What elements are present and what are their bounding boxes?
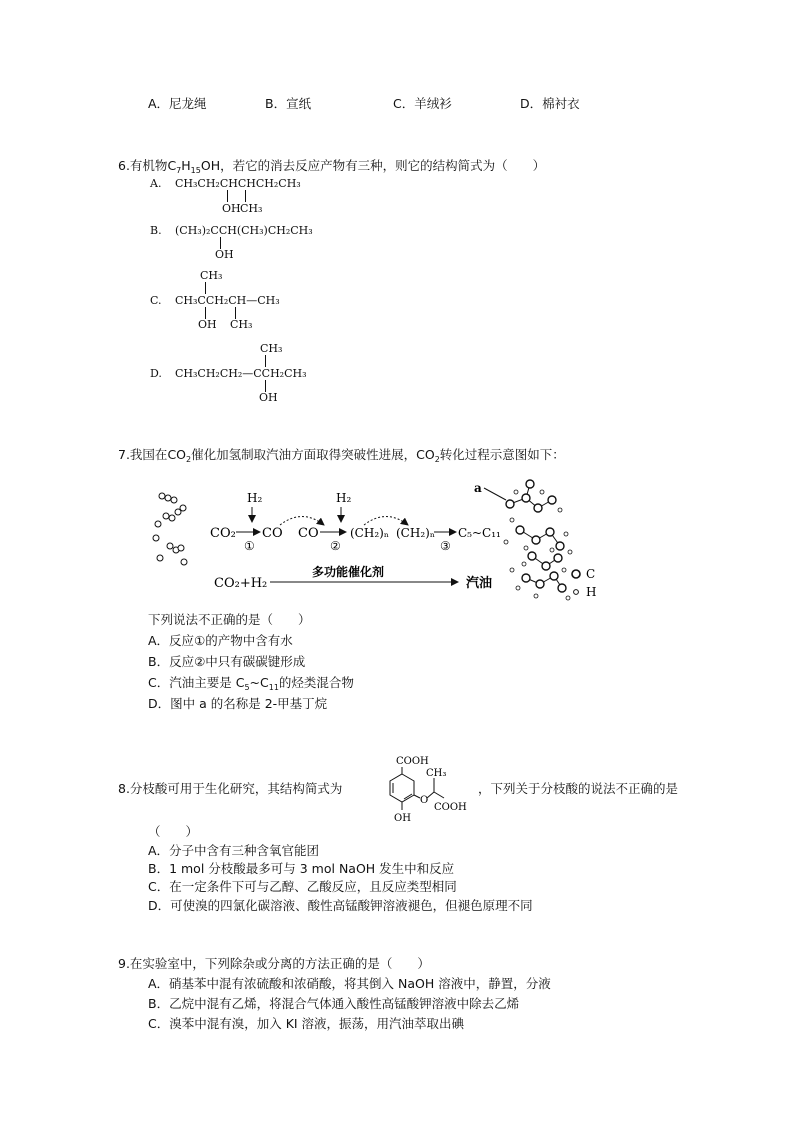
q6-option-a-sub-oh: OH [222, 202, 241, 215]
legend-hydrogen-icon [574, 590, 579, 595]
ch2n-label-2: (CH₂)ₙ [396, 526, 436, 540]
catalyst-label: 多功能催化剂 [312, 565, 385, 579]
q6-option-c-formula: CH₃CCH₂CH—CH₃ [175, 294, 280, 307]
legend-carbon-icon [572, 570, 580, 578]
q7-option-d: D．图中 a 的名称是 2-甲基丁烷 [148, 696, 328, 711]
co-label-1: CO [262, 526, 283, 541]
q6-option-b-formula: (CH₃)₂CCH(CH₃)CH₂CH₃ [175, 224, 313, 237]
q8-paren: （ ） [148, 824, 199, 839]
q9-option-b: B．乙烷中混有乙烯，将混合气体通入酸性高锰酸钾溶液中除去乙烯 [148, 996, 520, 1011]
bond-line [205, 282, 206, 294]
q6-stem: 6.有机物$C_7H_{15}OH$，若它的消去反应产物有三种，则它的结构简式为（ ） [118, 158, 546, 175]
q6-option-b-sub-oh: OH [215, 248, 234, 261]
q6-option-d-letter: D. [150, 367, 162, 380]
q9-option-c: C．溴苯中混有溴，加入 KI 溶液，振荡，用汽油萃取出碘 [148, 1016, 465, 1031]
structure-o: O [420, 795, 429, 806]
ring [390, 774, 414, 802]
step-2-label: ② [330, 539, 341, 553]
q7-stem: 7.我国在$CO_2$催化加氢制取汽油方面取得突破性进展，$CO_2$转化过程示意图如下： [118, 447, 565, 464]
q9-stem: 9.在实验室中，下列除杂或分离的方法正确的是（ ） [118, 956, 430, 971]
q8-stem-prefix: 8.分枝酸可用于生化研究，其结构简式为 [118, 781, 343, 796]
legend-hydrogen-label: H [586, 585, 597, 599]
q8-option-d: D．可使溴的四氯化碳溶液、酸性高锰酸钾溶液褪色，但褪色原理不同 [148, 898, 533, 913]
structure-cooh-side: COOH [434, 802, 467, 813]
q7-option-c: C．汽油主要是 $C_5\sim C_{11}$的烃类混合物 [148, 675, 354, 692]
q6-option-d-top: CH₃ [260, 342, 283, 355]
co2-molecules-cluster [153, 493, 187, 565]
q6-option-c-top: CH₃ [200, 269, 223, 282]
q5-option-b: B．宣纸 [265, 96, 312, 111]
q7-option-b: B．反应②中只有碳碳键形成 [148, 654, 306, 669]
co2-h2-label: CO₂+H₂ [214, 576, 268, 591]
dotted-arrow [280, 517, 324, 526]
q6-option-b-letter: B. [150, 224, 162, 237]
structure-cooh-top: COOH [396, 756, 429, 767]
legend-carbon-label: C [586, 567, 596, 581]
q6-option-c-sub-ch3: CH₃ [230, 318, 253, 331]
bond-line [265, 355, 266, 367]
h2-label-2: H₂ [336, 491, 352, 505]
q5-option-d: D．棉衬衣 [520, 96, 580, 111]
q6-option-c-letter: C. [150, 294, 162, 307]
co-label-2: CO [298, 526, 319, 541]
q5-option-c: C．羊绒衫 [393, 96, 452, 111]
ch2n-label-1: (CH₂)ₙ [350, 526, 390, 540]
q9-option-a: A．硝基苯中混有浓硫酸和浓硝酸，将其倒入 NaOH 溶液中，静置，分液 [148, 976, 551, 991]
q6-option-d-formula: CH₃CH₂CH₂—CCH₂CH₃ [175, 367, 307, 380]
structure-oh: OH [394, 813, 411, 824]
q6-option-a-sub-ch3: CH₃ [240, 202, 263, 215]
q7-conversion-diagram [140, 470, 620, 610]
q8-option-a: A．分子中含有三种含氧官能团 [148, 843, 320, 858]
q8-stem-suffix: ，下列关于分枝酸的说法不正确的是 [478, 781, 679, 796]
h2-label-1: H₂ [247, 491, 263, 505]
bond-line [245, 190, 246, 202]
co2-label: CO₂ [210, 526, 236, 541]
q7-prompt: 下列说法不正确的是（ ） [148, 612, 311, 627]
c5-c11-label: C₅~C₁₁ [458, 526, 501, 540]
dotted-arrow [364, 517, 408, 526]
q8-option-b: B．1 mol 分枝酸最多可与 3 mol NaOH 发生中和反应 [148, 861, 455, 876]
q5-option-a: A．尼龙绳 [148, 96, 207, 111]
pointer-line [484, 488, 506, 500]
q6-option-a-formula: CH₃CH₂CHCHCH₂CH₃ [175, 177, 301, 190]
q8-option-c: C．在一定条件下可与乙醇、乙酸反应，且反应类型相同 [148, 879, 457, 894]
bond-line [227, 190, 228, 202]
gasoline-molecules-model [504, 480, 572, 600]
q7-option-a: A．反应①的产物中含有水 [148, 633, 293, 648]
structure-ch3: CH₃ [426, 768, 447, 779]
chorismic-acid-structure [376, 752, 476, 824]
q6-option-a-letter: A. [150, 177, 162, 190]
q6-option-c-sub-oh: OH [198, 318, 217, 331]
step-1-label: ① [244, 539, 255, 553]
q6-option-d-sub-oh: OH [259, 391, 278, 404]
molecule-a-label: a [474, 481, 482, 495]
gasoline-label: 汽油 [466, 576, 493, 591]
step-3-label: ③ [440, 539, 451, 553]
